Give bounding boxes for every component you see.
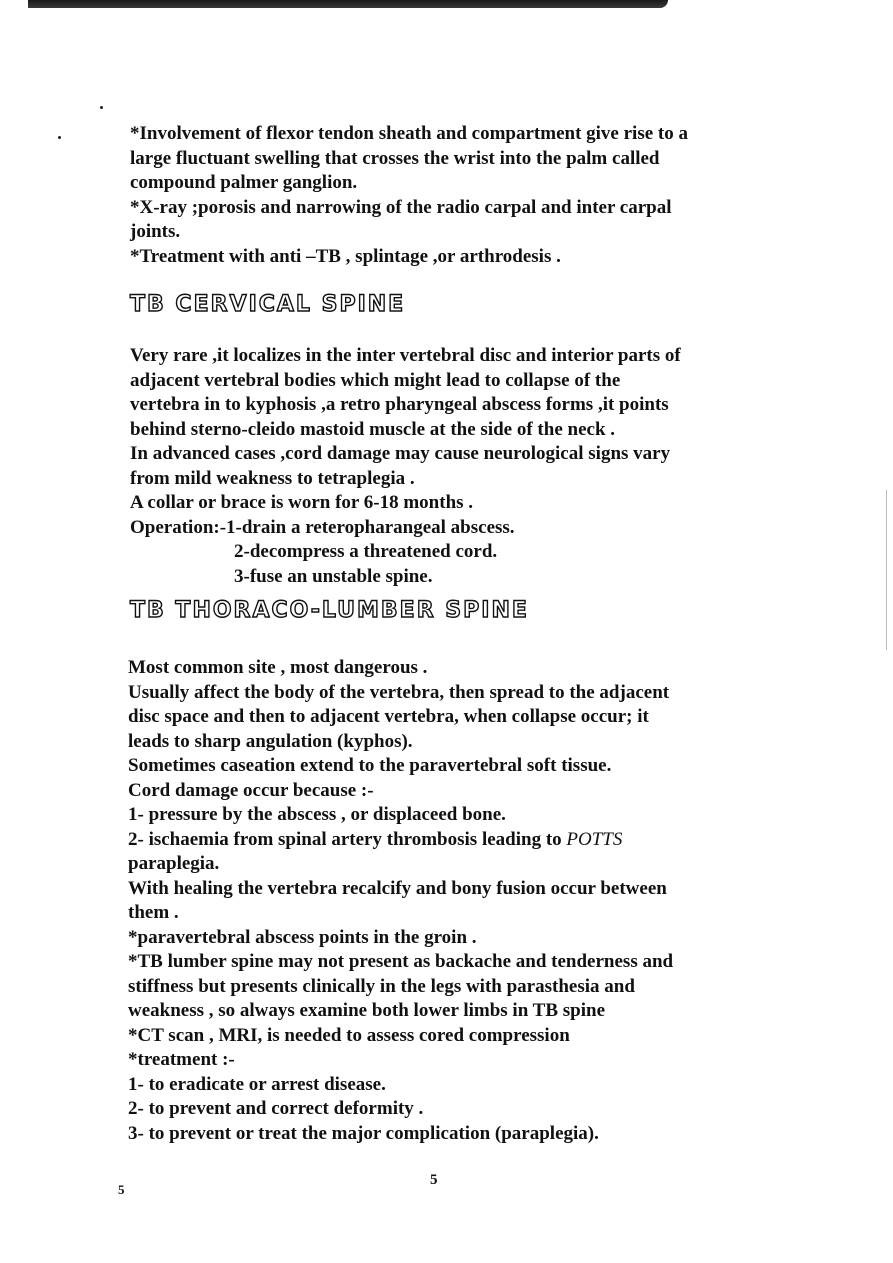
section-heading-cervical: TB CERVICAL SPINE [130, 292, 406, 317]
text-line: leads to sharp angulation (kyphos). [128, 730, 413, 752]
text-line: A collar or brace is worn for 6-18 months . [130, 492, 474, 513]
text-line: *Involvement of flexor tendon sheath and compartment give rise to a [130, 123, 688, 144]
text-line: stiffness but presents clinically in the legs with parasthesia and [128, 975, 635, 997]
text-line: vertebra in to kyphosis ,a retro pharyngeal abscess forms ,it points [130, 394, 669, 415]
text-line: *CT scan , MRI, is needed to assess cored compression [128, 1024, 570, 1046]
page-number: 5 [430, 1172, 438, 1188]
text-line: *Treatment with anti –TB , splintage ,or arthrodesis . [130, 245, 561, 267]
text-line: from mild weakness to tetraplegia . [130, 467, 415, 489]
operation-step: 3-fuse an unstable spine. [234, 565, 433, 587]
cervical-paragraph [130, 344, 681, 589]
text-line: joints. [130, 221, 181, 242]
text-line: 1- to eradicate or arrest disease. [128, 1073, 386, 1095]
text-line: compound palmer ganglion. [130, 172, 358, 193]
text-line: With healing the vertebra recalcify and bony fusion occur between [128, 877, 667, 899]
scan-speck [58, 136, 61, 139]
scan-top-edge [28, 0, 668, 8]
text-line: Very rare ,it localizes in the inter vertebral disc and interior parts of [130, 345, 681, 366]
text-line: disc space and then to adjacent vertebra, when collapse occur; it [128, 706, 649, 727]
thoraco-paragraph [128, 656, 673, 1146]
text-line: paraplegia. [128, 853, 220, 874]
text-line: large fluctuant swelling that crosses the wrist into the palm called [130, 147, 660, 169]
text-line: adjacent vertebral bodies which might lead to collapse of the [130, 369, 621, 391]
operation-step: 2-decompress a threatened cord. [234, 541, 498, 562]
ischaemia-text: 2- ischaemia from spinal artery thrombosis leading to [128, 828, 567, 850]
scan-speck [100, 106, 103, 109]
text-line: 3- to prevent or treat the major complication (paraplegia). [128, 1122, 599, 1144]
text-line: weakness , so always examine both lower limbs in TB spine [128, 1000, 606, 1021]
text-line: Most common site , most dangerous . [128, 657, 428, 678]
section-heading-thoraco-lumber: TB THORACO-LUMBER SPINE [130, 598, 529, 623]
text-line: Usually affect the body of the vertebra, then spread to the adjacent [128, 681, 670, 703]
intro-paragraph [130, 122, 688, 269]
text-line: Cord damage occur because :- [128, 779, 374, 801]
text-line: *TB lumber spine may not present as backache and tenderness and [128, 951, 674, 972]
scan-edge-line [886, 490, 887, 650]
text-line: behind sterno-cleido mastoid muscle at the side of the neck . [130, 418, 616, 440]
text-line [128, 828, 673, 853]
text-line: In advanced cases ,cord damage may cause neurological signs vary [130, 443, 671, 464]
text-line: them . [128, 902, 179, 923]
potts-term: POTTS [566, 828, 623, 850]
text-line: 1- pressure by the abscess , or displaceed bone. [128, 804, 506, 825]
text-line: *treatment :- [128, 1049, 235, 1070]
corner-page-mark: 5 [118, 1182, 125, 1197]
text-line: 2- to prevent and correct deformity . [128, 1098, 424, 1119]
text-line: *paravertebral abscess points in the groin . [128, 926, 477, 948]
text-line: *X-ray ;porosis and narrowing of the radio carpal and inter carpal [130, 196, 672, 218]
text-line: Sometimes caseation extend to the paravertebral soft tissue. [128, 755, 612, 776]
text-line: Operation:-1-drain a reteropharangeal abscess. [130, 516, 515, 538]
